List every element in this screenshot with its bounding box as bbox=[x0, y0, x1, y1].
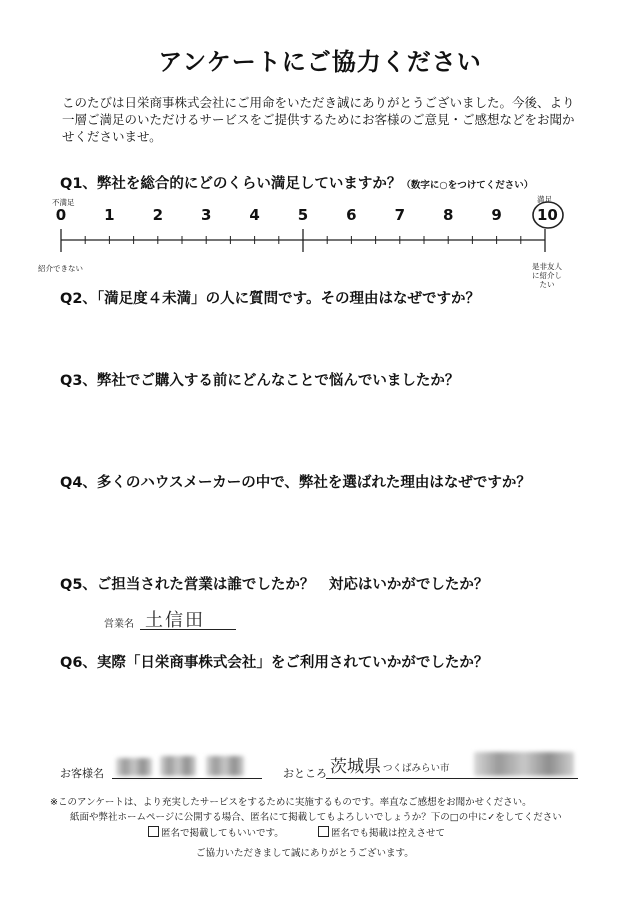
redacted-name-2 bbox=[160, 756, 196, 776]
scale-number-9[interactable]: 9 bbox=[491, 206, 502, 224]
scale-number-10[interactable]: 10 bbox=[537, 206, 558, 224]
thanks-text: ご協力いただきまして誠にありがとうございます。 bbox=[196, 848, 414, 859]
question-6: Q6、実際「日栄商事株式会社」をご利用されていかがでしたか？ bbox=[60, 655, 489, 671]
intro-text: このたびは日栄商事株式会社にご用命をいただき誠にありがとうございました。今後、より一層ご満足のいただけるサービスをご提供するためにお客様のご意見・ご感想などをお聞かせくださいませ。 bbox=[62, 95, 575, 144]
address-value-city: つくばみらい市 bbox=[383, 763, 450, 774]
question-5: Q5、ご担当された営業は誰でしたか？ 対応はいかがでしたか？ bbox=[60, 577, 489, 593]
survey-title: アンケートにご協力ください bbox=[158, 48, 482, 76]
redacted-name-1 bbox=[116, 758, 152, 776]
customer-name-label: お客様名 bbox=[60, 767, 104, 780]
scale-number-4[interactable]: 4 bbox=[249, 206, 260, 224]
redacted-name-3 bbox=[206, 756, 244, 776]
scale-line bbox=[0, 0, 640, 300]
checkbox-icon[interactable] bbox=[318, 826, 329, 837]
scale-label-not-recommend: 紹介できない bbox=[38, 264, 83, 273]
scale-number-3[interactable]: 3 bbox=[200, 206, 212, 224]
scale-label-recommend: 是非友人に紹介したい bbox=[532, 262, 562, 289]
scale-number-7[interactable]: 7 bbox=[394, 206, 406, 224]
sales-name-label: 営業名 bbox=[104, 619, 134, 630]
question-2: Q2、「満足度４未満」の人に質問です。その理由はなぜですか？ bbox=[60, 291, 481, 307]
address-underline bbox=[326, 778, 578, 779]
checkbox-icon[interactable] bbox=[148, 826, 159, 837]
publish-option-ok[interactable] bbox=[148, 826, 284, 841]
scale-number-0[interactable]: 0 bbox=[55, 206, 67, 224]
scale-label-dissatisfied: 不満足 bbox=[52, 198, 75, 207]
question-1-note: （数字に○をつけてください） bbox=[401, 180, 534, 191]
customer-name-underline bbox=[112, 778, 262, 779]
sales-name-underline bbox=[140, 629, 236, 630]
question-3: Q3、弊社でご購入する前にどんなことで悩んでいましたか？ bbox=[60, 373, 460, 389]
scale-number-2[interactable]: 2 bbox=[152, 206, 164, 224]
question-4: Q4、多くのハウスメーカーの中で、弊社を選ばれた理由はなぜですか？ bbox=[60, 475, 531, 491]
redacted-address bbox=[474, 752, 574, 776]
address-label: おところ bbox=[283, 767, 327, 780]
publish-option-decline-label: 匿名でも掲載は控えさせて bbox=[331, 828, 446, 839]
scale-number-5[interactable]: 5 bbox=[297, 206, 309, 224]
publish-option-decline[interactable] bbox=[318, 826, 445, 841]
publish-option-ok-label: 匿名で掲載してもいいです。 bbox=[161, 828, 284, 839]
selection-circle bbox=[533, 202, 563, 228]
footer-note-2: 紙面や弊社ホームページに公開する場合、匿名にて掲載してもよろしいでしょうか？下の□の中に✓をしてください bbox=[70, 812, 562, 823]
footer-note-1: ※このアンケートは、より充実したサービスをするために実施するものです。率直なご感想をお聞かせください。 bbox=[50, 797, 532, 808]
address-value: 茨城県 bbox=[330, 757, 381, 777]
scale-number-6[interactable]: 6 bbox=[346, 206, 357, 224]
question-1-text: Q1、弊社を総合的にどのくらい満足していますか？ bbox=[60, 176, 402, 192]
sales-name-value: 土信田 bbox=[145, 610, 205, 631]
scale-number-8[interactable]: 8 bbox=[442, 206, 454, 224]
scale-label-satisfied: 満足 bbox=[537, 195, 552, 204]
scale-number-1[interactable]: 1 bbox=[104, 206, 115, 224]
